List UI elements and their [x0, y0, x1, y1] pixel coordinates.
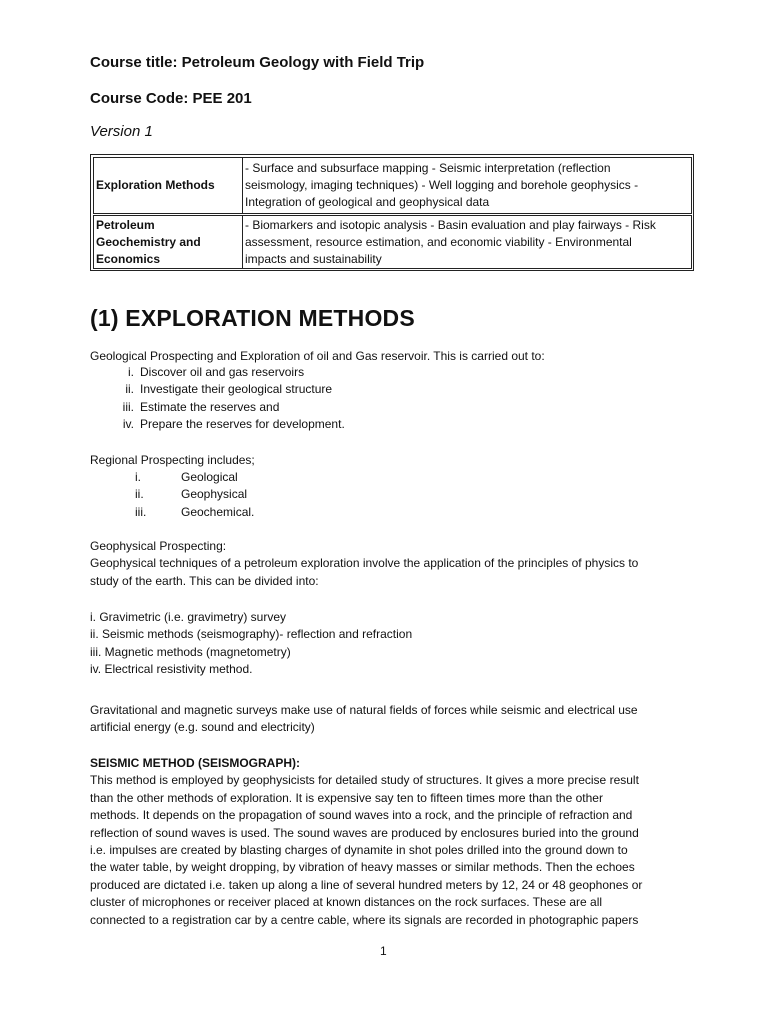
- topic-line: Geochemistry and: [96, 235, 201, 250]
- list-text: Discover oil and gas reservoirs: [140, 365, 305, 379]
- methods-list: [90, 609, 682, 679]
- topic-line: Economics: [96, 252, 161, 267]
- list-number: iii.: [135, 504, 147, 519]
- list-item: [112, 381, 345, 398]
- details-line: seismology, imaging techniques) - Well logging and borehole geophysics -: [245, 178, 639, 193]
- paragraph-line: cluster of microphones or receiver placed at known distances on the rock surfaces. These are all: [90, 895, 603, 910]
- list-text: Prepare the reserves for development.: [140, 417, 345, 432]
- details-line: assessment, resource estimation, and economic viability - Environmental: [245, 235, 632, 250]
- paragraph-line: Geophysical techniques of a petroleum exploration involve the application of the principles of physics to: [90, 556, 639, 571]
- paragraph-line: the water table, by weight dropping, by vibration of heavy masses or similar methods. Then the echoes: [90, 860, 635, 875]
- list-item: [135, 469, 335, 486]
- topic-line: Exploration Methods: [96, 178, 215, 192]
- paragraph-line: connected to a registration car by a centre cable, where its signals are recorded in photographic papers: [90, 912, 639, 927]
- list-number: i.: [135, 470, 141, 484]
- course-topics-table: [90, 154, 694, 271]
- table-cell-details: [242, 157, 692, 214]
- list-text: Geological: [181, 470, 238, 484]
- course-code: Course Code: PEE 201: [90, 90, 252, 107]
- paragraph-line: study of the earth. This can be divided into:: [90, 573, 319, 588]
- course-title: Course title: Petroleum Geology with Field Trip: [90, 54, 425, 71]
- version-label: Version 1: [90, 123, 153, 140]
- list-text: Estimate the reserves and: [140, 399, 280, 414]
- details-line: Integration of geological and geophysical data: [245, 195, 490, 210]
- table-cell-topic: [93, 157, 243, 214]
- regional-intro: Regional Prospecting includes;: [90, 453, 255, 467]
- list-text: Geophysical: [181, 487, 248, 502]
- list-item: [112, 364, 345, 381]
- geophysical-paragraph: [90, 538, 682, 590]
- paragraph-line: Gravitational and magnetic surveys make use of natural fields of forces while seismic and electrical use: [90, 703, 638, 717]
- list-text: Investigate their geological structure: [140, 382, 333, 397]
- details-line: - Surface and subsurface mapping - Seismic interpretation (reflection: [245, 161, 611, 175]
- list-number: ii.: [125, 382, 134, 397]
- list-item: [112, 399, 345, 416]
- paragraph-line: reflection of sound waves is used. The sound waves are produced by enclosures buried into the ground: [90, 825, 639, 840]
- paragraph-line: produced are dictated i.e. taken up along a line of several hundred meters by 12, 24 or 48 geophones or: [90, 877, 643, 892]
- list-number: iv.: [122, 417, 134, 432]
- list-item: i. Gravimetric (i.e. gravimetry) survey: [90, 610, 287, 624]
- list-item: iv. Electrical resistivity method.: [90, 662, 253, 677]
- regional-list: [135, 469, 335, 523]
- paragraph-line: This method is employed by geophysicists for detailed study of structures. It gives a more precise result: [90, 773, 639, 788]
- topic-line: Petroleum: [96, 218, 155, 232]
- section-heading: (1) EXPLORATION METHODS: [90, 305, 415, 331]
- details-line: impacts and sustainability: [245, 252, 382, 267]
- seismic-paragraph: [90, 755, 682, 929]
- paragraph-heading: SEISMIC METHOD (SEISMOGRAPH):: [90, 756, 301, 770]
- purpose-list: [112, 364, 345, 434]
- table-cell-topic: [93, 215, 243, 269]
- list-text: Geochemical.: [181, 504, 255, 519]
- list-number: ii.: [135, 487, 144, 502]
- paragraph-line: artificial energy (e.g. sound and electricity): [90, 720, 315, 735]
- list-item: iii. Magnetic methods (magnetometry): [90, 644, 291, 659]
- list-item: [135, 504, 335, 521]
- paragraph-line: than the other methods of exploration. It is expensive say ten to fifteen times more than the other: [90, 790, 603, 805]
- paragraph-line: methods. It depends on the propagation of sound waves into a rock, and the principle of refraction and: [90, 808, 633, 823]
- list-item: ii. Seismic methods (seismography)- reflection and refraction: [90, 627, 413, 642]
- paragraph-heading: Geophysical Prospecting:: [90, 539, 227, 553]
- list-number: iii.: [122, 399, 134, 414]
- details-line: - Biomarkers and isotopic analysis - Basin evaluation and play fairways - Risk: [245, 218, 656, 232]
- table-cell-details: [242, 215, 692, 269]
- paragraph-line: i.e. impulses are created by blasting charges of dynamite in shot poles drilled into the ground down to: [90, 843, 628, 858]
- intro-text: Geological Prospecting and Exploration of oil and Gas reservoir. This is carried out to:: [90, 349, 545, 363]
- page-number: 1: [380, 944, 387, 958]
- list-number: i.: [128, 365, 134, 379]
- gravitational-paragraph: [90, 702, 682, 737]
- list-item: [135, 486, 335, 503]
- list-item: [112, 416, 345, 433]
